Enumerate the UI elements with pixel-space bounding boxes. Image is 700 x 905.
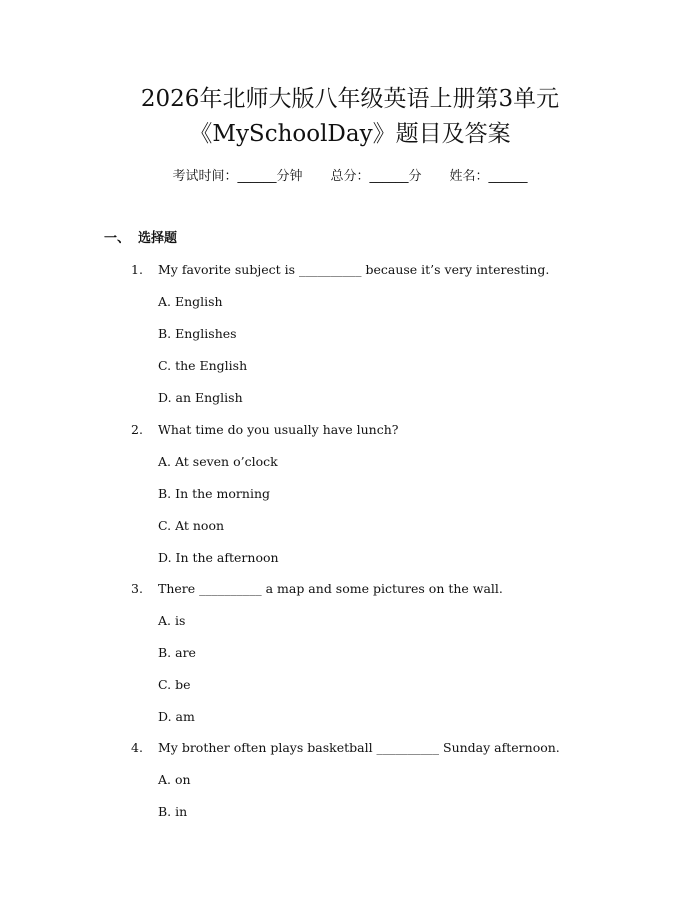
answer-option: B. Englishes [158,326,237,341]
document-title-line-2: 《MySchoolDay》题目及答案 [189,121,511,147]
answer-option: C. At noon [158,518,225,533]
question-number: 4. [131,740,143,755]
answer-option: A. English [158,294,223,309]
document-title-line-1: 2026年北师大版八年级英语上册第3单元 [140,86,560,112]
section-number: 一、 [104,231,131,246]
section-title: 选择题 [138,231,178,246]
answer-option: A. At seven o’clock [158,454,278,469]
answer-option: D. am [158,709,195,724]
answer-option: C. be [158,677,191,692]
total-score-field: 总分：______分 [330,169,422,184]
question-text: There __________ a map and some pictures on the wall. [158,581,503,596]
answer-option: B. In the morning [158,486,270,501]
question-number: 3. [131,581,143,596]
section-heading [104,229,177,249]
answer-option: B. in [158,804,188,819]
exam-info-line [0,167,700,187]
answer-option: B. are [158,645,196,660]
question-text: My favorite subject is __________ because it’s very interesting. [158,262,550,277]
question-number: 1. [131,262,143,277]
answer-option: A. is [158,613,186,628]
answer-option: C. the English [158,358,248,373]
answer-option: D. an English [158,390,243,405]
answer-option: A. on [158,772,191,787]
answer-option: D. In the afternoon [158,550,279,565]
question-number: 2. [131,422,143,437]
question-text: What time do you usually have lunch? [158,422,399,437]
student-name-field: 姓名：______ [449,169,528,184]
question-text: My brother often plays basketball __________ Sunday afternoon. [158,740,560,755]
exam-time-field: 考试时间：______分钟 [172,169,303,184]
